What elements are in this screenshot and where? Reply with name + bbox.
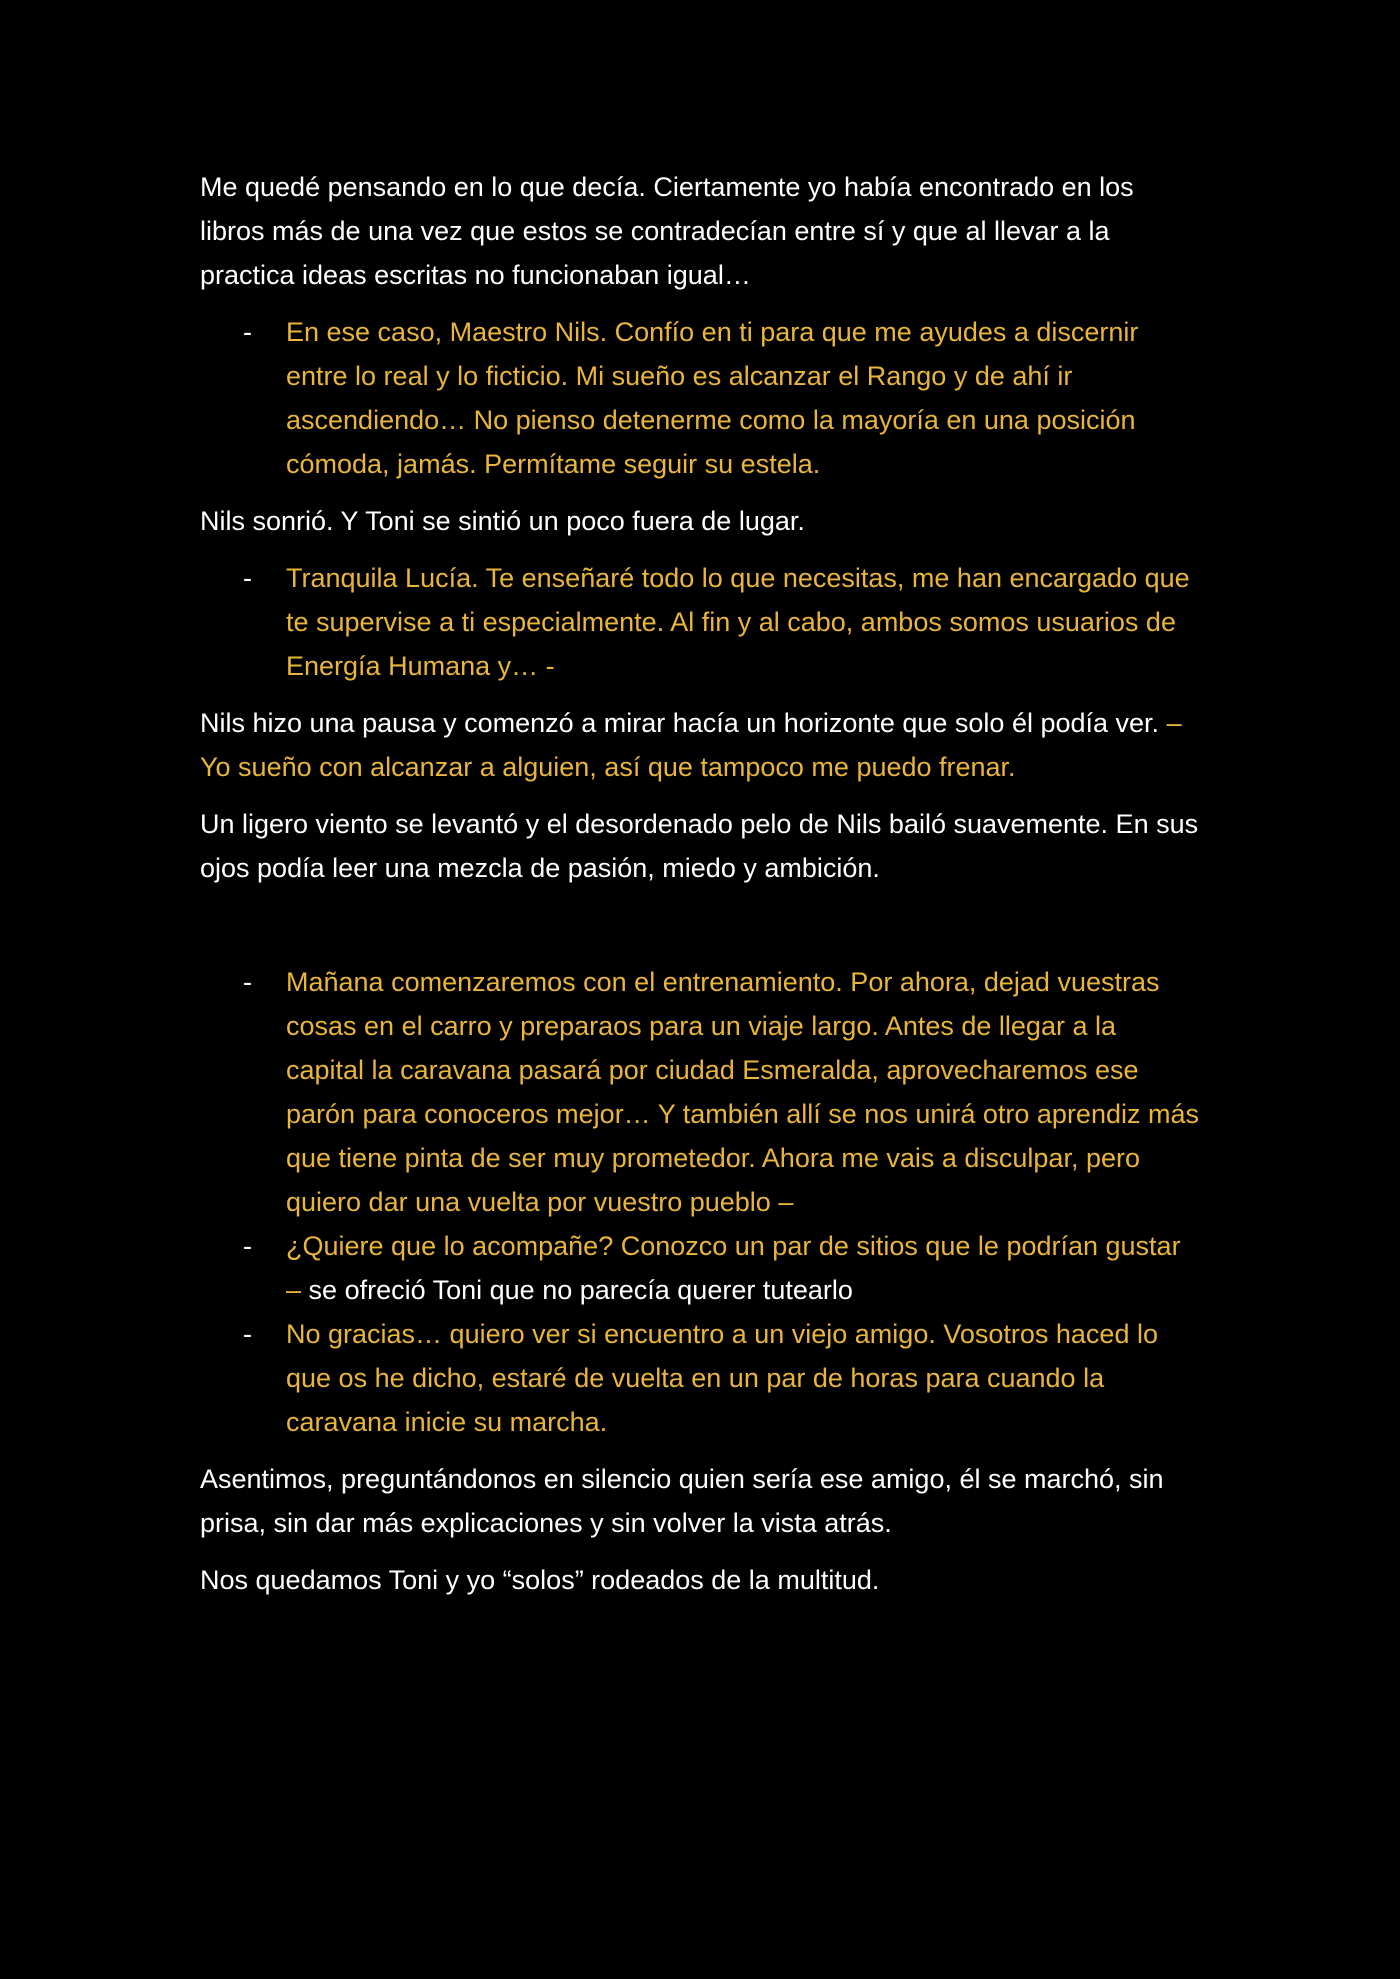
dialogue-list	[200, 556, 1200, 688]
narration-text: Nils hizo una pausa y comenzó a mirar hacía un horizonte que solo él podía ver.	[200, 708, 1160, 738]
narration-text: se ofreció Toni que no parecía querer tutearlo	[308, 1275, 853, 1305]
narration-paragraph: Nils sonrió. Y Toni se sintió un poco fuera de lugar.	[200, 506, 805, 536]
dialogue-dash: -	[243, 317, 252, 347]
dialogue-line	[200, 556, 1200, 688]
narration-paragraph: Un ligero viento se levantó y el desordenado pelo de Nils bailó suavemente. En sus ojos podía leer una mezcla de pasión, miedo y ambición.	[200, 809, 1199, 883]
dialogue-line	[200, 960, 1200, 1224]
dialogue-line	[200, 1224, 1200, 1312]
narration-paragraph: Asentimos, preguntándonos en silencio quien sería ese amigo, él se marchó, sin prisa, sin dar más explicaciones y sin volver la vista atrás.	[200, 1464, 1164, 1538]
dialogue-dash: -	[243, 1231, 252, 1261]
narration-paragraph: Nos quedamos Toni y yo “solos” rodeados de la multitud.	[200, 1565, 880, 1595]
dialogue-line	[200, 310, 1200, 486]
dialogue-dash: -	[243, 1319, 252, 1349]
dialogue-line	[200, 1312, 1200, 1444]
dialogue-text: ¿Quiere que lo acompañe? Conozco un par de sitios que le podrían gustar –	[286, 1231, 1181, 1305]
dialogue-text-mixed	[286, 1224, 1200, 1312]
document-page	[200, 165, 1200, 1615]
blank-line	[200, 903, 1200, 960]
dialogue-text: Mañana comenzaremos con el entrenamiento. Por ahora, dejad vuestras cosas en el carro y preparaos para un viaje largo. Antes de llegar a la capital la caravana pasará por ciudad Esmeralda, aprovecharemos ese parón para conoceros mejor… Y también allí se nos unirá otro aprendiz más que tiene pinta de ser muy prometedor. Ahora me vais a disculpar, pero quiero dar una vuelta por vuestro pueblo –	[286, 967, 1199, 1217]
narration-paragraph: Me quedé pensando en lo que decía. Ciertamente yo había encontrado en los libros más de una vez que estos se contradecían entre sí y que al llevar a la practica ideas escritas no funcionaban igual…	[200, 172, 1134, 290]
dialogue-dash: -	[243, 967, 252, 997]
mixed-paragraph	[200, 701, 1200, 789]
dialogue-text: En ese caso, Maestro Nils. Confío en ti para que me ayudes a discernir entre lo real y lo ficticio. Mi sueño es alcanzar el Rango y de ahí ir ascendiendo… No pienso detenerme como la mayoría en una posición cómoda, jamás. Permítame seguir su estela.	[286, 317, 1139, 479]
dialogue-list	[200, 960, 1200, 1444]
dialogue-list	[200, 310, 1200, 486]
dialogue-dash: -	[243, 563, 252, 593]
dialogue-text: No gracias… quiero ver si encuentro a un viejo amigo. Vosotros haced lo que os he dicho, estaré de vuelta en un par de horas para cuando la caravana inicie su marcha.	[286, 1319, 1158, 1437]
dialogue-text: – Yo sueño con alcanzar a alguien, así que tampoco me puedo frenar.	[200, 708, 1182, 782]
dialogue-text: Tranquila Lucía. Te enseñaré todo lo que necesitas, me han encargado que te supervise a ti especialmente. Al fin y al cabo, ambos somos usuarios de Energía Humana y… -	[286, 563, 1190, 681]
